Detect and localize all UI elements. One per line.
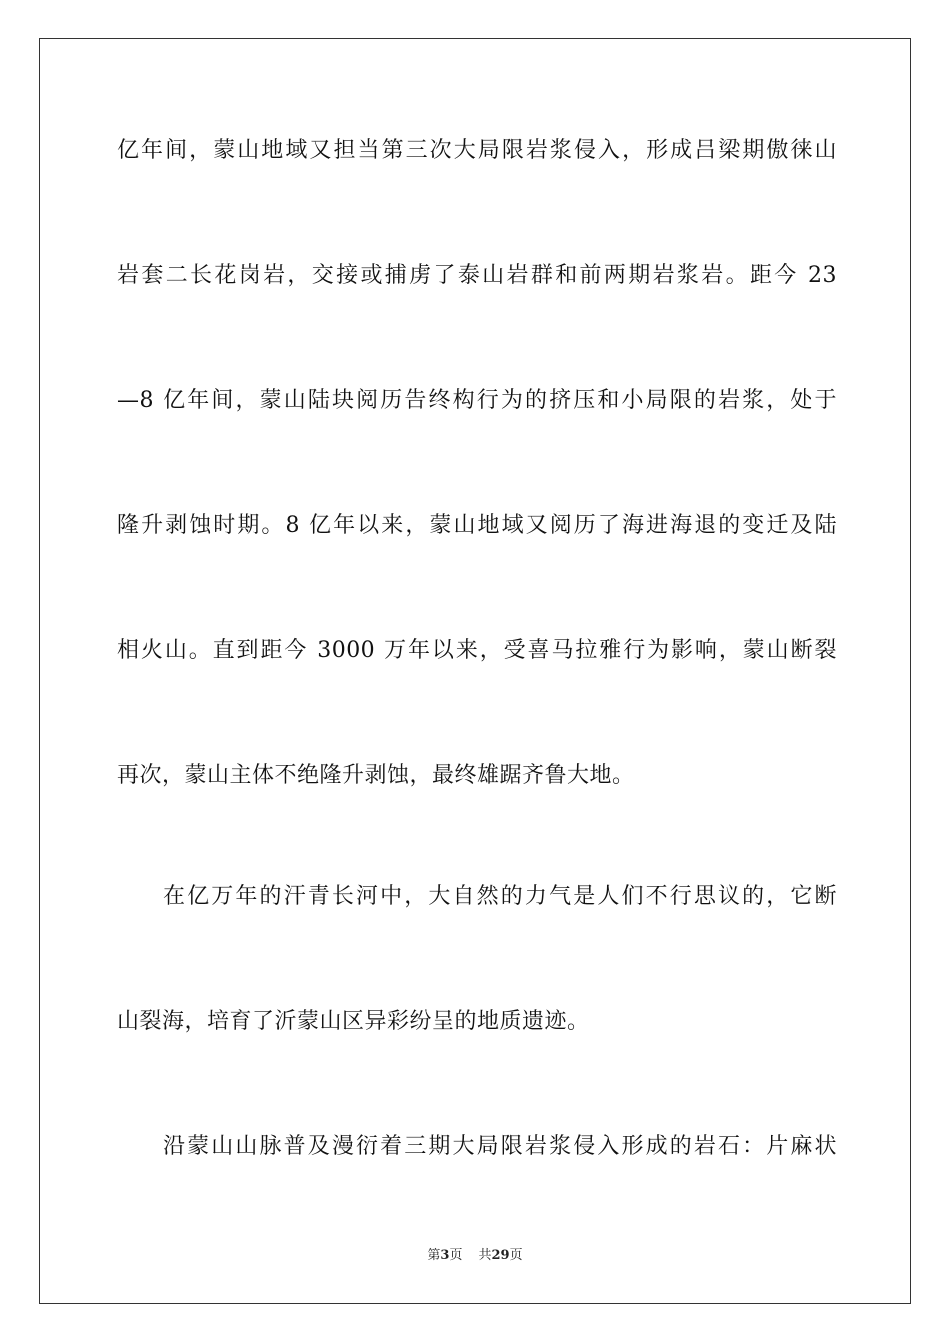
text-line-5: 相火山。直到距今 3000 万年以来，受喜马拉雅行为影响，蒙山断裂 <box>117 638 837 663</box>
page-border <box>39 38 911 1304</box>
total-unit: 页 <box>509 1248 523 1263</box>
text-line-3: —8 亿年间，蒙山陆块阅历告终构行为的挤压和小局限的岩浆，处于 <box>117 388 837 413</box>
current-page-number: 3 <box>440 1248 450 1263</box>
text-line-9: 沿蒙山山脉普及漫衍着三期大局限岩浆侵入形成的岩石：片麻状 <box>163 1134 837 1159</box>
text-line-6: 再次，蒙山主体不绝隆升剥蚀，最终雄踞齐鲁大地。 <box>117 763 635 788</box>
page-unit: 页 <box>449 1248 463 1263</box>
text-line-4: 隆升剥蚀时期。8 亿年以来，蒙山地域又阅历了海进海退的变迁及陆 <box>117 513 837 538</box>
text-line-1: 亿年间，蒙山地域又担当第三次大局限岩浆侵入，形成吕梁期傲徕山 <box>117 138 837 163</box>
total-prefix: 共 <box>478 1248 492 1263</box>
text-line-2: 岩套二长花岗岩，交接或捕虏了泰山岩群和前两期岩浆岩。距今 23 <box>117 263 837 288</box>
text-line-8: 山裂海，培育了沂蒙山区异彩纷呈的地质遗迹。 <box>117 1009 590 1034</box>
page-prefix: 第 <box>427 1248 441 1263</box>
page-footer <box>0 1247 950 1265</box>
text-line-7: 在亿万年的汗青长河中，大自然的力气是人们不行思议的，它断 <box>163 884 837 909</box>
total-page-count: 29 <box>491 1248 510 1263</box>
